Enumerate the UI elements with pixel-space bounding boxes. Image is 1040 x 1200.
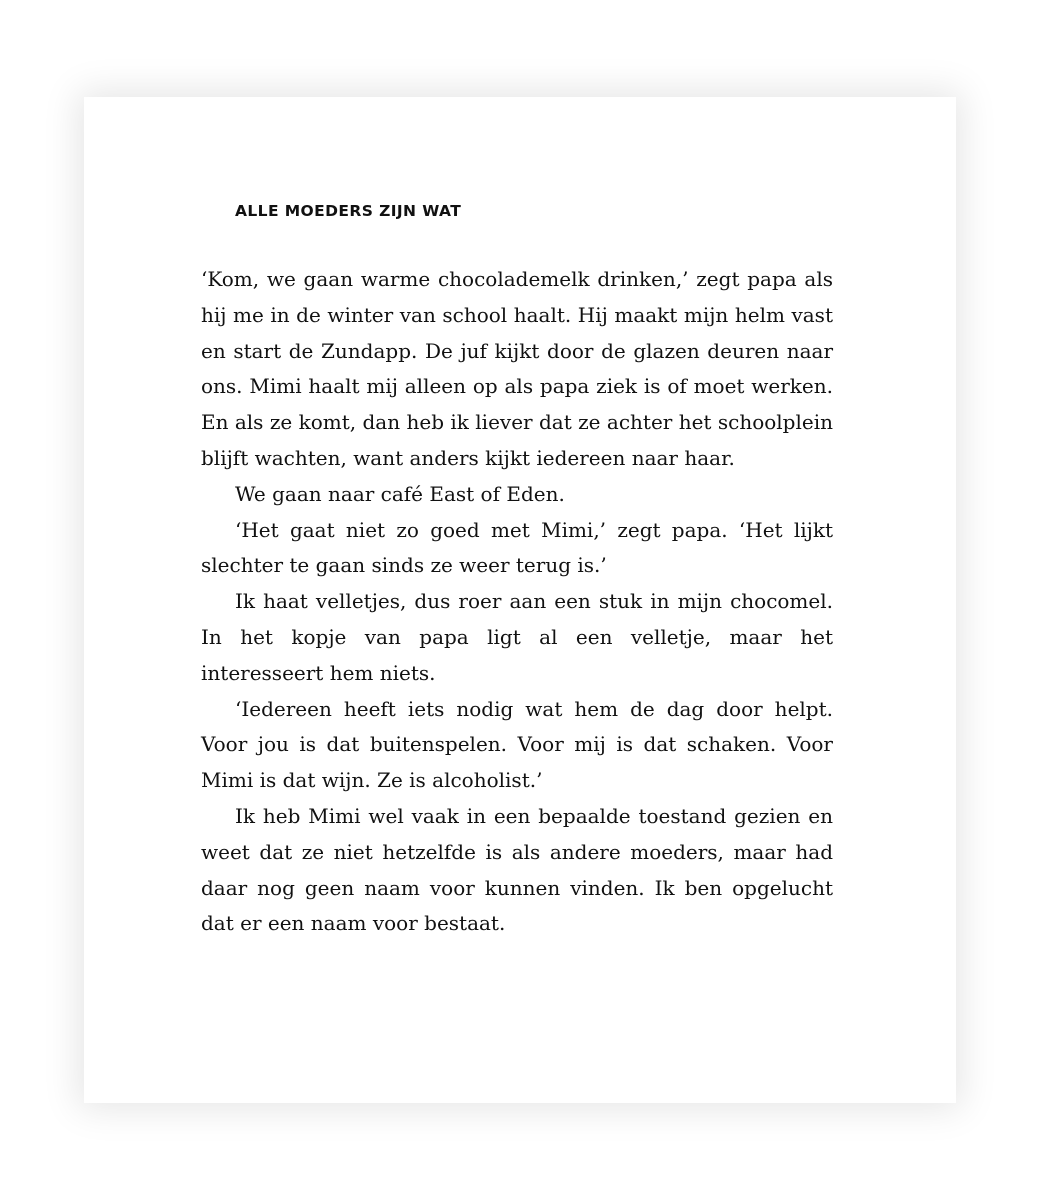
- paragraph-4: Ik haat velletjes, dus roer aan een stuk in mijn chocomel. In het kopje van papa ligt al een velletje, maar het interesseert hem niets.: [201, 589, 833, 685]
- paragraph-5: ‘Iedereen heeft iets nodig wat hem de dag door helpt. Voor jou is dat buitenspelen. Voor mij is dat schaken. Voor Mimi is dat wijn. Ze is alcoholist.’: [201, 696, 833, 793]
- body-text: [201, 262, 833, 942]
- paragraph-1: ‘Kom, we gaan warme chocolademelk drinken,’ zegt papa als hij me in de winter van school haalt. Hij maakt mijn helm vast en start de Zundapp. De juf kijkt door de glazen deuren naar ons. Mimi haalt mij alleen op als papa ziek is of moet werken. En als ze komt, dan heb ik liever dat ze achter het schoolplein blijft wachten, want anders kijkt iedereen naar haar.: [201, 267, 833, 470]
- paragraph-2: We gaan naar café East of Eden.: [235, 481, 565, 506]
- chapter-title: ALLE MOEDERS ZIJN WAT: [235, 202, 462, 220]
- paragraph-6: Ik heb Mimi wel vaak in een bepaalde toestand gezien en weet dat ze niet hetzelfde is als andere moeders, maar had daar nog geen naam voor kunnen vinden. Ik ben opgelucht dat er een naam voor bestaat.: [201, 803, 833, 936]
- paragraph-3: ‘Het gaat niet zo goed met Mimi,’ zegt papa. ‘Het lijkt slechter te gaan sinds ze weer terug is.’: [201, 517, 833, 578]
- book-page: [84, 97, 956, 1103]
